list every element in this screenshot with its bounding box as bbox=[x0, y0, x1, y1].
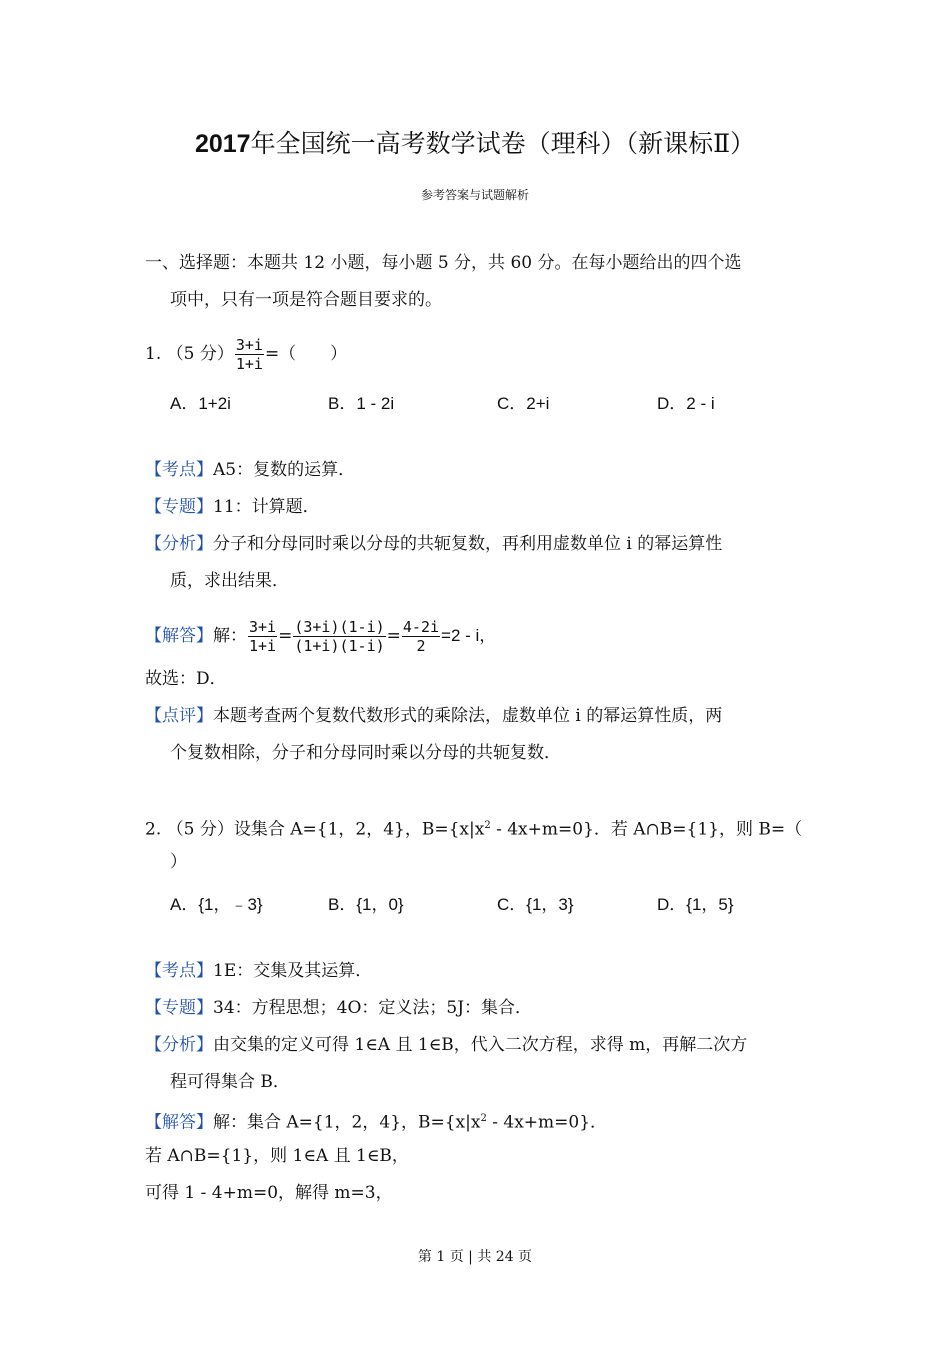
fraction: $\frac{3+i}{1+i}$ bbox=[249, 618, 277, 655]
q2-fenxi: 【分析】由交集的定义可得 1∈A 且 1∈B，代入二次方程，求得 m，再解二次方 bbox=[145, 1035, 748, 1055]
q2-line-kede: 可得 1 - 4+m=0，解得 m=3， bbox=[145, 1183, 393, 1203]
q2-option-a: A．{1，﹣3} bbox=[170, 895, 263, 914]
q2-option-b: B．{1，0} bbox=[328, 895, 404, 914]
fraction: $\frac{(3+i)(1-i)}{(1+i)(1-i)}$ bbox=[294, 618, 385, 655]
subtitle: 参考答案与试题解析 bbox=[420, 188, 529, 202]
q1-dianping: 【点评】本题考查两个复数代数形式的乘除法，虚数单位 i 的幂运算性质，两 bbox=[145, 706, 723, 726]
q1-dianping-cont: 个复数相除，分子和分母同时乘以分母的共轭复数． bbox=[170, 743, 561, 763]
q1-guxuan: 故选：D． bbox=[145, 669, 227, 689]
page-footer: 第 1 页 | 共 24 页 bbox=[417, 1249, 533, 1265]
q1-stem: 1. （5 分） $\frac{3+i}{1+i}$ =（ ） bbox=[145, 336, 348, 373]
q2-stem: 2. （5 分）设集合 A={1，2，4}，$B=\{x|x^2 - 4x+m=0\}$．若 A∩B={1}，则 B=（ bbox=[145, 819, 803, 840]
section-heading: 一、选择题：本题共 12 小题，每小题 5 分，共 60 分。在每小题给出的四个选 bbox=[145, 253, 742, 273]
q1-fenxi-cont: 质，求出结果． bbox=[170, 571, 289, 591]
q2-stem-cont: ） bbox=[170, 852, 187, 872]
q2-fenxi-cont: 程可得集合 B． bbox=[170, 1072, 290, 1092]
fraction: $\frac{3+i}{1+i}$ bbox=[235, 336, 263, 373]
q2-zhuanti: 【专题】34：方程思想；4O：定义法；5J：集合． bbox=[145, 998, 533, 1018]
q1-option-b: B．1 - 2i bbox=[328, 394, 395, 413]
q1-fenxi: 【分析】分子和分母同时乘以分母的共轭复数，再利用虚数单位 i 的幂运算性 bbox=[145, 534, 723, 554]
page-title: 2017年全国统一高考数学试卷（理科）（新课标Ⅱ） bbox=[194, 129, 756, 158]
section-heading-cont: 项中，只有一项是符合题目要求的。 bbox=[170, 290, 442, 310]
q2-kaodian: 【考点】1E：交集及其运算． bbox=[145, 961, 373, 981]
q2-option-c: C．{1，3} bbox=[497, 895, 574, 914]
q1-zhuanti: 【专题】11：计算题． bbox=[145, 497, 320, 517]
q1-option-d: D．2 - i bbox=[657, 394, 715, 413]
q2-jieda: 【解答】解：集合 A={1，2，4}，$B=\{x|x^2 - 4x+m=0\}$． bbox=[145, 1112, 608, 1133]
q1-jieda: 【解答】解： $\frac{3+i}{1+i}$ = $\frac{(3+i)(1-i)}{(1+i)(1-i)}$ = $\frac{4-2i}{2}$ =2 - i， bbox=[145, 618, 497, 655]
q2-line-ruo: 若 A∩B={1}，则 1∈A 且 1∈B， bbox=[145, 1146, 409, 1166]
fraction: $\frac{4-2i}{2}$ bbox=[402, 618, 440, 655]
q2-option-d: D．{1，5} bbox=[657, 895, 734, 914]
q1-option-c: C．2+i bbox=[497, 394, 550, 413]
q1-option-a: A．1+2i bbox=[170, 394, 231, 413]
q1-kaodian: 【考点】A5：复数的运算． bbox=[145, 460, 356, 480]
